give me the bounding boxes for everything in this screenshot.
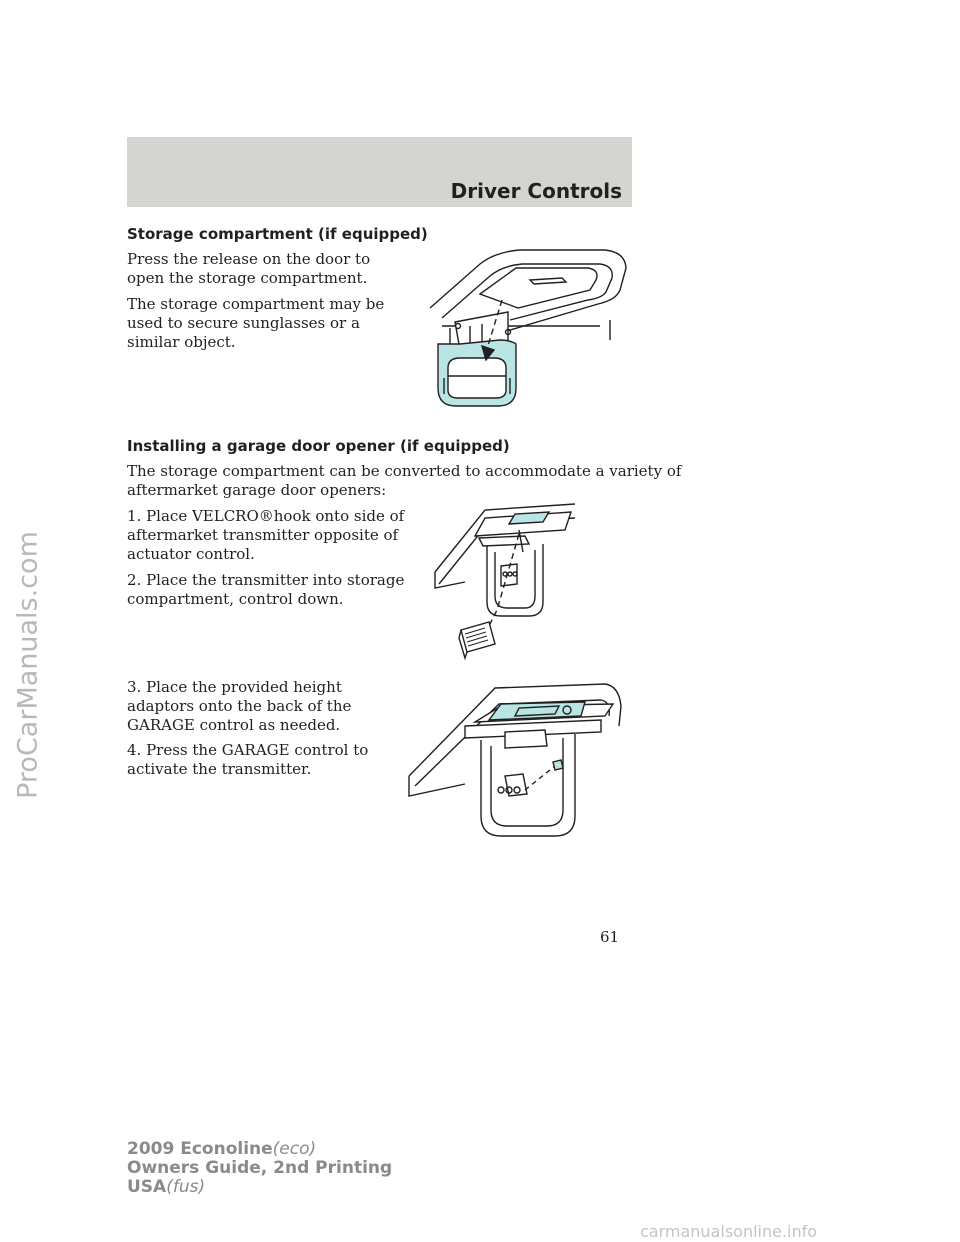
footer-model: 2009 Econoline — [127, 1139, 273, 1159]
garage-control-illustration — [405, 676, 625, 848]
garage-intro: The storage compartment can be converted to accommodate a variety of aftermarket garage door openers: — [127, 462, 682, 499]
footer-model-code: (eco) — [272, 1139, 317, 1159]
garage-heading: Installing a garage door opener (if equipped) — [127, 437, 510, 455]
garage-step-1: 1. Place VELCRO®hook onto side of aftermarket transmitter opposite of actuator control. — [127, 507, 405, 563]
page-number: 61 — [600, 928, 620, 946]
section-title: Driver Controls — [450, 179, 622, 203]
footer-market-code: (fus) — [166, 1177, 206, 1197]
storage-compartment-illustration — [420, 228, 635, 413]
watermark — [12, 515, 44, 815]
garage-step-2: 2. Place the transmitter into storage compartment, control down. — [127, 571, 405, 608]
site-footer: carmanualsonline.info — [640, 1222, 818, 1241]
storage-paragraph-1: Press the release on the door to open the storage compartment. — [127, 250, 371, 287]
storage-heading: Storage compartment (if equipped) — [127, 225, 428, 243]
transmitter-insertion-illustration — [425, 492, 595, 664]
garage-step-4: 4. Press the GARAGE control to activate the transmitter. — [127, 741, 369, 778]
footer-market: USA — [127, 1177, 167, 1197]
footer-printing: Owners Guide, 2nd Printing — [127, 1158, 393, 1178]
garage-step-3: 3. Place the provided height adaptors onto the back of the GARAGE control as needed. — [127, 678, 352, 734]
watermark-text: ProCarManuals.com — [12, 531, 44, 799]
header-band — [127, 137, 632, 207]
storage-paragraph-2: The storage compartment may be used to secure sunglasses or a similar object. — [127, 295, 385, 351]
document-footer — [127, 1140, 392, 1197]
